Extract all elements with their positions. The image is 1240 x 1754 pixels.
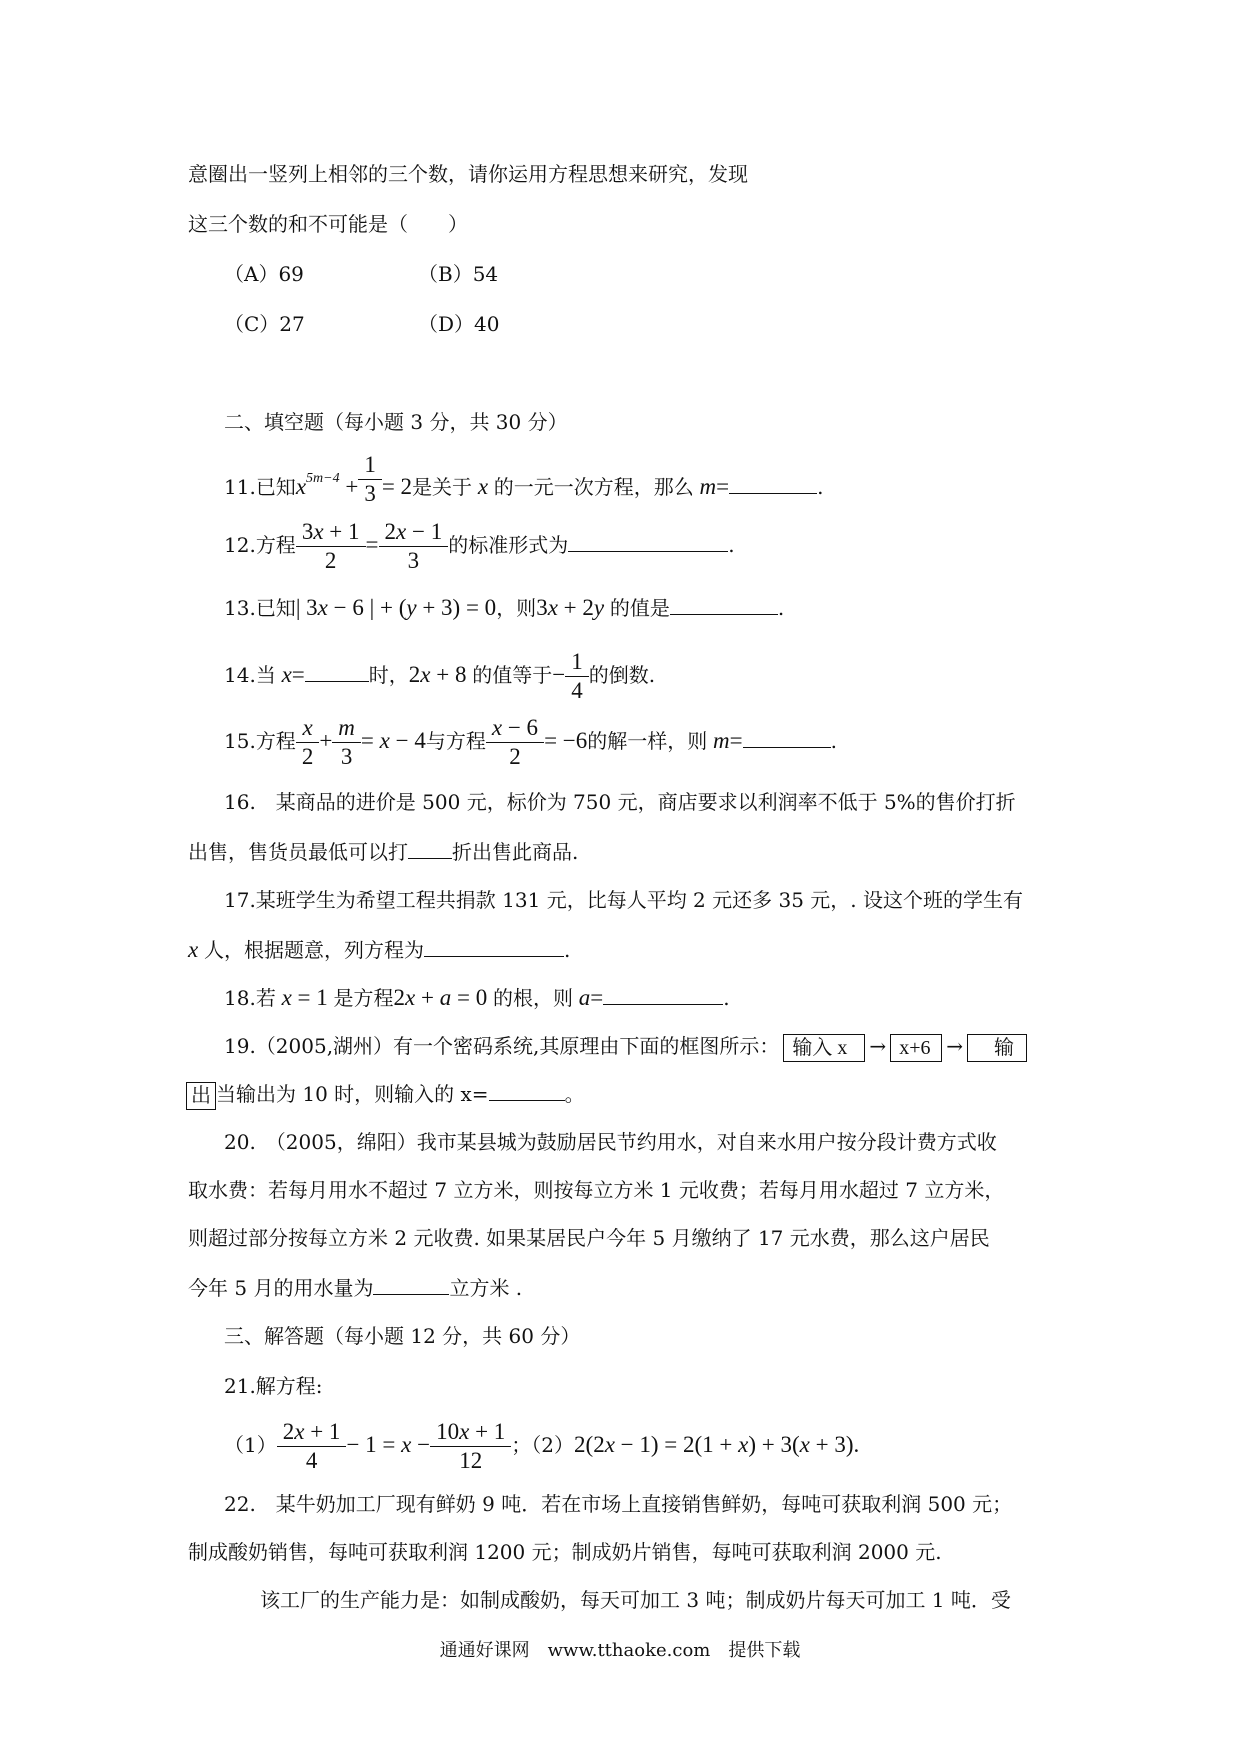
q19-answer-blank[interactable]	[489, 1078, 565, 1101]
q19-process-box: x+6	[890, 1034, 942, 1062]
q10-option-a: （A）69	[224, 262, 304, 286]
q21-equations: （1） $\frac{2x + 1}{4}$ − 1 = x − $\frac{10x + 1}{12}$ ；（2）2(2x − 1) = 2(1 + x) + 3(x + 3).	[224, 1419, 860, 1473]
q15: 15.方程 $\frac{x}{2}$ + $\frac{m}{3}$ = x − 4与方程 $\frac{x - 6}{2}$ = −6的解一样，则 m= .	[224, 715, 837, 769]
q19-output-box-bottom: 出	[186, 1082, 216, 1110]
q14-answer-blank[interactable]	[305, 659, 369, 682]
q19-output-box-top: 输	[967, 1034, 1027, 1062]
q12-right-fraction: $\frac{2x - 1}{3}$	[382, 518, 446, 575]
q10-option-b: （B）54	[418, 262, 499, 286]
q17-answer-blank[interactable]	[424, 934, 564, 957]
q16-line1: 16. 某商品的进价是 500 元，标价为 750 元，商店要求以利润率不低于 5%的售价打折	[224, 790, 1016, 814]
page-footer: 通通好课网 www.tthaoke.com 提供下载	[439, 1640, 801, 1661]
q10-line2: 这三个数的和不可能是（ ）	[188, 212, 468, 236]
q21-title: 21.解方程:	[224, 1374, 323, 1398]
q10-line1: 意圈出一竖列上相邻的三个数，请你运用方程思想来研究，发现	[188, 162, 748, 186]
q17-line2: x 人，根据题意，列方程为 .	[188, 934, 570, 964]
q15-answer-blank[interactable]	[743, 725, 831, 748]
q11-answer-blank[interactable]	[729, 471, 817, 494]
q14: 14.当 x= 时，2x + 8 的值等于− $\frac{1}{4}$ 的倒数.	[224, 649, 656, 703]
section3-title: 三、解答题（每小题 12 分，共 60 分）	[224, 1324, 581, 1348]
q20-line4: 今年 5 月的用水量为 立方米 .	[188, 1272, 522, 1302]
q13-answer-blank[interactable]	[670, 592, 778, 615]
q22-line2: 制成酸奶销售，每吨可获取利润 1200 元；制成奶片销售，每吨可获取利润 2000 元.	[188, 1540, 942, 1564]
q12-left-fraction: $\frac{3x + 1}{2}$	[299, 518, 363, 575]
q16-answer-blank[interactable]	[408, 836, 452, 859]
q19-line1: 19.（2005,湖州）有一个密码系统,其原理由下面的框图所示： 输入 x → x+6 → 输	[224, 1030, 1027, 1062]
q11: 11.已知$x^{5m-4}$ + $\frac{1}{3}$ = 2是关于 x 的一元一次方程，那么 m= .	[224, 452, 824, 506]
q18-answer-blank[interactable]	[603, 982, 723, 1005]
arrow-right-icon: →	[946, 1034, 963, 1058]
q22-line3: 该工厂的生产能力是：如制成酸奶，每天可加工 3 吨；制成奶片每天可加工 1 吨．受	[260, 1588, 1011, 1612]
q18: 18.若 x = 1 是方程2x + a = 0 的根，则 a= .	[224, 982, 730, 1014]
q20-line3: 则超过部分按每立方米 2 元收费. 如果某居民户今年 5 月缴纳了 17 元水费，那么这户居民	[188, 1226, 990, 1250]
q16-line2: 出售，售货员最低可以打 折出售此商品.	[188, 836, 578, 866]
section2-title: 二、填空题（每小题 3 分，共 30 分）	[224, 410, 568, 434]
q22-line1: 22. 某牛奶加工厂现有鲜奶 9 吨．若在市场上直接销售鲜奶，每吨可获取利润 500 元；	[224, 1492, 1013, 1516]
q19-line2: 出 当输出为 10 时，则输入的 x= 。	[186, 1078, 585, 1110]
q10-option-c: （C）27	[224, 312, 305, 336]
q14-fraction: $\frac{1}{4}$	[568, 648, 586, 705]
q20-answer-blank[interactable]	[373, 1272, 449, 1295]
q12: 12.方程 $\frac{3x + 1}{2}$ = $\frac{2x - 1}{3}$ 的标准形式为 .	[224, 519, 735, 573]
q12-answer-blank[interactable]	[568, 529, 728, 552]
q11-fraction: $\frac{1}{3}$	[361, 451, 379, 508]
q10-option-d: （D）40	[418, 312, 500, 336]
q20-line1: 20. （2005，绵阳）我市某县城为鼓励居民节约用水，对自来水用户按分段计费方式收	[224, 1130, 997, 1154]
q13: 13.已知| 3x − 6 | + (y + 3) = 0，则3x + 2y 的值是 .	[224, 592, 784, 624]
q19-input-box: 输入 x	[783, 1034, 865, 1062]
q20-line2: 取水费：若每月用水不超过 7 立方米，则按每立方米 1 元收费；若每月用水超过 7 立方米，	[188, 1178, 1005, 1202]
q17-line1: 17.某班学生为希望工程共捐款 131 元，比每人平均 2 元还多 35 元，. 设这个班的学生有	[224, 888, 1024, 912]
arrow-right-icon: →	[869, 1034, 887, 1058]
